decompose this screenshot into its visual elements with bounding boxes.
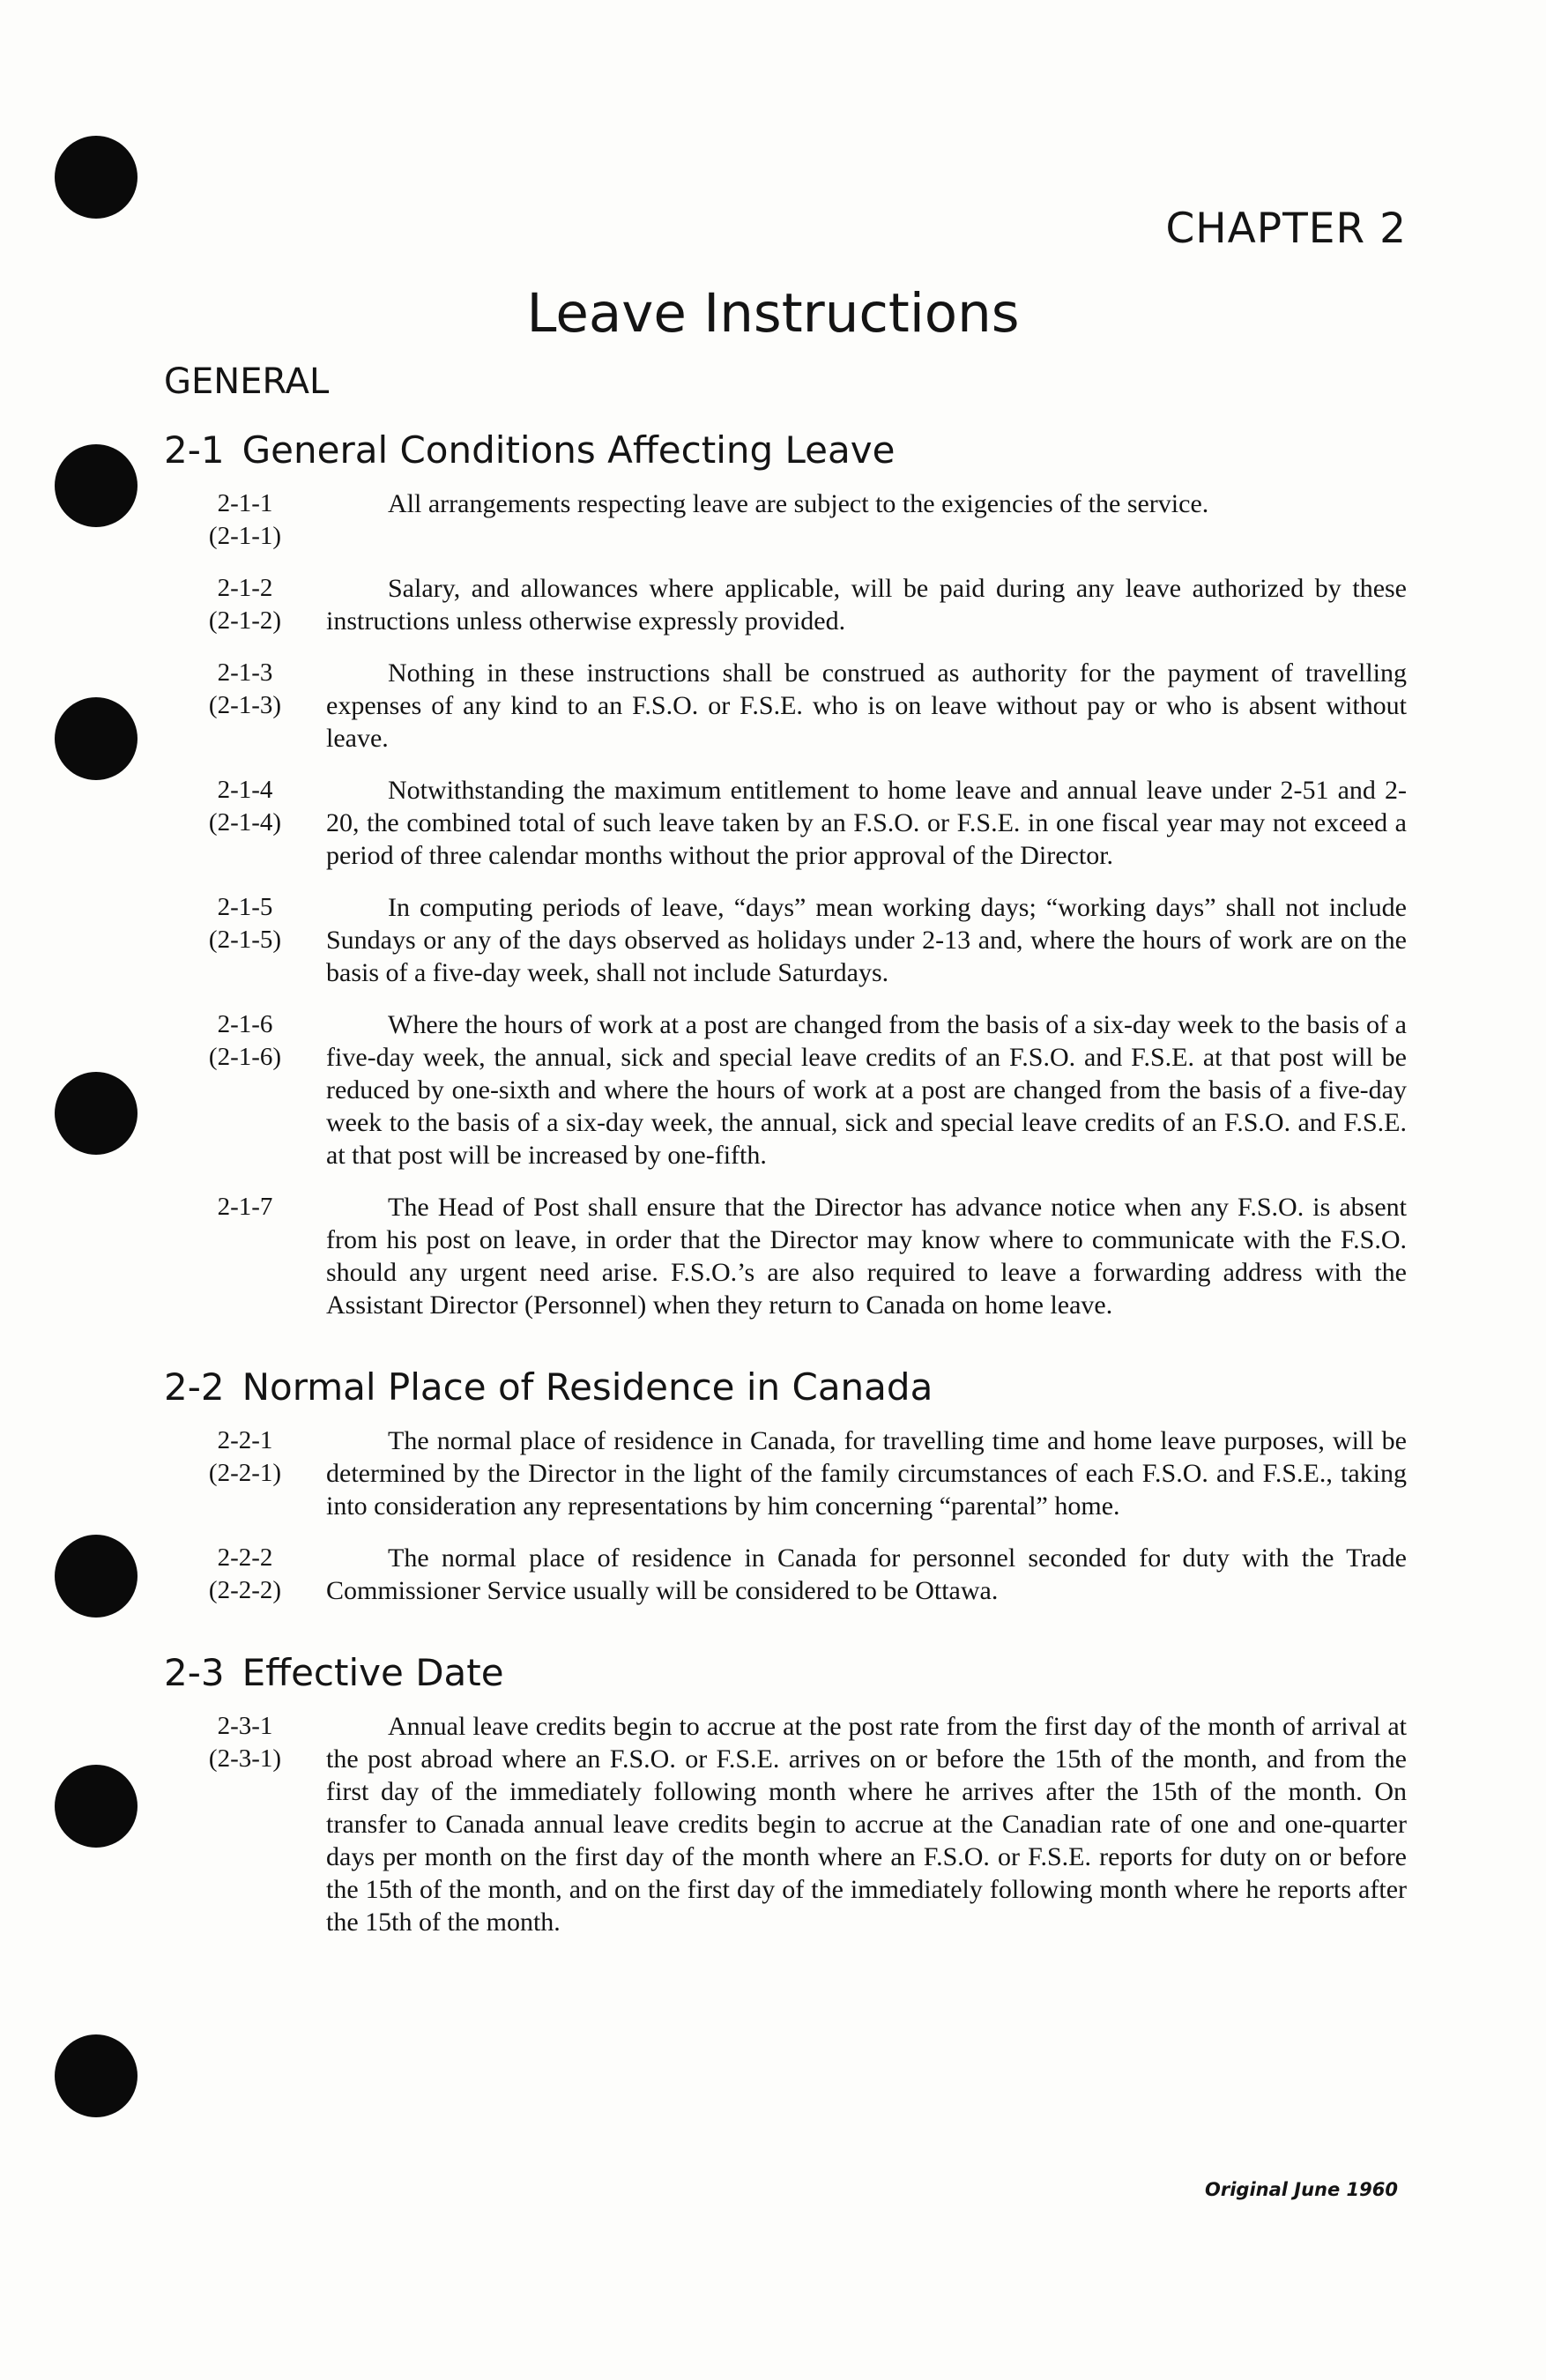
section (164, 1651, 1407, 1938)
paragraph-old-number: (2-1-6) (208, 1043, 282, 1071)
paragraph-number: 2-1-3 (217, 658, 273, 687)
paragraph-text: Annual leave credits begin to accrue at the post rate from the first day of the month of arrival at the post abroad where an F.S.O. or F.S.E. arrives on or before the 15th of the month, and from the first day of the immediately following month where he arrives after the 15th of the month. On transfer to Canada annual leave credits begin to accrue at the Canadian rate of one and one-quarter days per month on the first day of the month where an F.S.O. or F.S.E. reports for duty on or before the 15th of the month, and on the first day of the immediately following month where he reports after the 15th of the month. (326, 1712, 1407, 1937)
paragraph (164, 657, 1407, 755)
paragraph-text: The Head of Post shall ensure that the Director has advance notice when any F.S.O. is absent from his post on leave, in order that the Director may know where to communicate with the F.S.O. should any urgent need arise. F.S.O.’s are also required to leave a forwarding address with the Assistant Director (Personnel) when they return to Canada on home leave. (326, 1193, 1407, 1320)
section-title: Effective Date (242, 1651, 504, 1694)
paragraph-text: Notwithstanding the maximum entitlement to home leave and annual leave under 2-51 and 2-20, the combined total of such leave taken by an F.S.O. or F.S.E. in one fiscal year may not exceed a period of three calendar months without the prior approval of the Director. (326, 776, 1407, 870)
punch-hole (55, 2034, 138, 2117)
paragraph-number: 2-1-6 (217, 1010, 273, 1038)
punch-hole (55, 444, 138, 527)
punch-hole (55, 697, 138, 780)
chapter-label: CHAPTER 2 (1165, 205, 1407, 253)
paragraph-numbers (164, 1008, 326, 1171)
paragraph-number: 2-1-4 (217, 776, 273, 804)
paragraph-old-number: (2-2-2) (208, 1576, 282, 1604)
section (164, 1365, 1407, 1607)
paragraph-number: 2-1-5 (217, 893, 273, 921)
paragraph (164, 891, 1407, 989)
paragraph-numbers (164, 1191, 326, 1321)
paragraph-numbers (164, 1542, 326, 1607)
punch-hole (55, 1072, 138, 1155)
paragraph-number: 2-1-1 (217, 489, 273, 517)
section-heading (164, 428, 1407, 472)
paragraph (164, 487, 1407, 553)
paragraph-old-number: (2-1-1) (208, 522, 282, 550)
punch-hole (55, 1765, 138, 1848)
section-number: 2-3 (164, 1651, 225, 1694)
paragraph-numbers (164, 1424, 326, 1522)
paragraph-numbers (164, 657, 326, 755)
section (164, 428, 1407, 1321)
footer-date: Original June 1960 (1205, 2179, 1398, 2200)
paragraph-number: 2-1-2 (217, 574, 273, 602)
paragraph-old-number: (2-1-3) (208, 691, 282, 719)
punch-hole (55, 136, 138, 219)
paragraph-numbers (164, 774, 326, 872)
paragraph-text: All arrangements respecting leave are subject to the exigencies of the service. (388, 489, 1209, 518)
section-heading (164, 1365, 1407, 1409)
paragraph-text: In computing periods of leave, “days” mean working days; “working days” shall not include Sundays or any of the days observed as holidays under 2-13 and, where the hours of work are on the basis of a five-day week, shall not include Saturdays. (326, 893, 1407, 987)
paragraph-text: The normal place of residence in Canada for personnel seconded for duty with the Trade Commissioner Service usually will be considered to be Ottawa. (326, 1543, 1407, 1605)
paragraph-numbers (164, 891, 326, 989)
section-heading (164, 1651, 1407, 1694)
paragraph-text: Where the hours of work at a post are changed from the basis of a six-day week to the basis of a five-day week, the annual, sick and special leave credits of an F.S.O. and F.S.E. at that post will be reduced by one-sixth and where the hours of work at a post are changed from the basis of a five-day week to the basis of a six-day week, the annual, sick and special leave credits of an F.S.O. and F.S.E. at that post will be increased by one-fifth. (326, 1010, 1407, 1170)
section-number: 2-1 (164, 428, 225, 472)
paragraph-number: 2-3-1 (217, 1712, 273, 1740)
paragraph-old-number: (2-1-5) (208, 926, 282, 954)
paragraph (164, 572, 1407, 637)
paragraph (164, 1191, 1407, 1321)
section-number: 2-2 (164, 1365, 225, 1409)
document-body (164, 428, 1407, 1958)
paragraph (164, 1008, 1407, 1171)
paragraph-text: Salary, and allowances where applicable, will be paid during any leave authorized by these instructions unless otherwise expressly provided. (326, 574, 1407, 636)
section-title: Normal Place of Residence in Canada (242, 1365, 933, 1409)
paragraph (164, 1424, 1407, 1522)
punch-hole (55, 1535, 138, 1618)
paragraph-number: 2-1-7 (217, 1193, 273, 1221)
general-heading: GENERAL (164, 361, 330, 402)
paragraph-text: The normal place of residence in Canada, for travelling time and home leave purposes, will be determined by the Director in the light of the family circumstances of each F.S.O. and F.S.E., taking into consideration any representations by him concerning “parental” home. (326, 1426, 1407, 1521)
paragraph-numbers (164, 572, 326, 637)
paragraph-text: Nothing in these instructions shall be construed as authority for the payment of travelling expenses of any kind to an F.S.O. or F.S.E. who is on leave without pay or who is absent without leave. (326, 658, 1407, 753)
paragraph-old-number: (2-1-2) (208, 606, 282, 635)
paragraph (164, 1710, 1407, 1938)
paragraph-old-number: (2-3-1) (208, 1744, 282, 1773)
paragraph (164, 774, 1407, 872)
paragraph-old-number: (2-1-4) (208, 808, 282, 837)
paragraph-number: 2-2-1 (217, 1426, 273, 1454)
paragraph-numbers (164, 487, 326, 553)
paragraph-old-number: (2-2-1) (208, 1459, 282, 1487)
section-title: General Conditions Affecting Leave (242, 428, 896, 472)
paragraph (164, 1542, 1407, 1607)
page-title: Leave Instructions (526, 282, 1020, 345)
paragraph-numbers (164, 1710, 326, 1938)
paragraph-number: 2-2-2 (217, 1543, 273, 1572)
